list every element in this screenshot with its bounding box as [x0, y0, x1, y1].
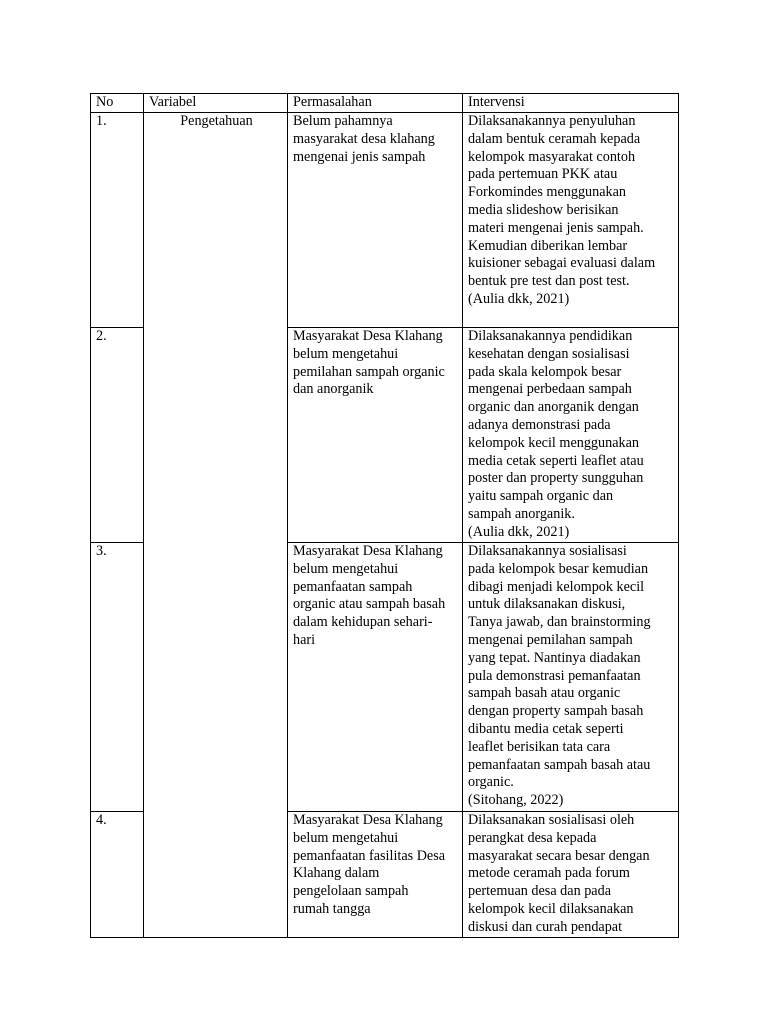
intervensi-cell: Dilaksanakan sosialisasi oleh perangkat desa kepada masyarakat secara besar dengan metode ceramah pada forum pertemuan desa dan pada kelompok kecil dilaksanakan diskusi dan curah pendapat — [463, 812, 679, 938]
row-number: 4. — [91, 812, 144, 938]
variable-cell: Pengetahuan — [144, 113, 288, 938]
permasalahan-cell: Masyarakat Desa Klahang belum mengetahui pemilahan sampah organic dan anorganik — [288, 328, 463, 543]
table-body — [91, 113, 679, 938]
intervensi-cell: Dilaksanakannya penyuluhan dalam bentuk ceramah kepada kelompok masyarakat contoh pada pertemuan PKK atau Forkomindes menggunakan media slideshow berisikan materi mengenai jenis sampah. Kemudian diberikan lembar kuisioner sebagai evaluasi dalam bentuk pre test dan post test. (Aulia dkk, 2021) — [463, 113, 679, 328]
header-intervensi: Intervensi — [463, 94, 679, 113]
table-header — [91, 94, 679, 113]
header-variabel: Variabel — [144, 94, 288, 113]
header-row — [91, 94, 679, 113]
intervensi-cell: Dilaksanakannya pendidikan kesehatan dengan sosialisasi pada skala kelompok besar mengenai perbedaan sampah organic dan anorganik dengan adanya demonstrasi pada kelompok kecil menggunakan media cetak seperti leaflet atau poster dan property sungguhan yaitu sampah organic dan sampah anorganik. (Aulia dkk, 2021) — [463, 328, 679, 543]
permasalahan-cell: Belum pahamnya masyarakat desa klahang mengenai jenis sampah — [288, 113, 463, 328]
table-row — [91, 113, 679, 328]
header-permasalahan: Permasalahan — [288, 94, 463, 113]
row-number: 1. — [91, 113, 144, 328]
permasalahan-cell: Masyarakat Desa Klahang belum mengetahui pemanfaatan fasilitas Desa Klahang dalam pengelolaan sampah rumah tangga — [288, 812, 463, 938]
header-no: No — [91, 94, 144, 113]
intervention-table — [90, 93, 679, 938]
intervensi-cell: Dilaksanakannya sosialisasi pada kelompok besar kemudian dibagi menjadi kelompok kecil untuk dilaksanakan diskusi, Tanya jawab, dan brainstorming mengenai pemilahan sampah yang tepat. Nantinya diadakan pula demonstrasi pemanfaatan sampah basah atau organic dengan property sampah basah dibantu media cetak seperti leaflet berisikan tata cara pemanfaatan sampah basah atau organic. (Sitohang, 2022) — [463, 543, 679, 812]
permasalahan-cell: Masyarakat Desa Klahang belum mengetahui pemanfaatan sampah organic atau sampah basah dalam kehidupan sehari- hari — [288, 543, 463, 812]
row-number: 3. — [91, 543, 144, 812]
row-number: 2. — [91, 328, 144, 543]
